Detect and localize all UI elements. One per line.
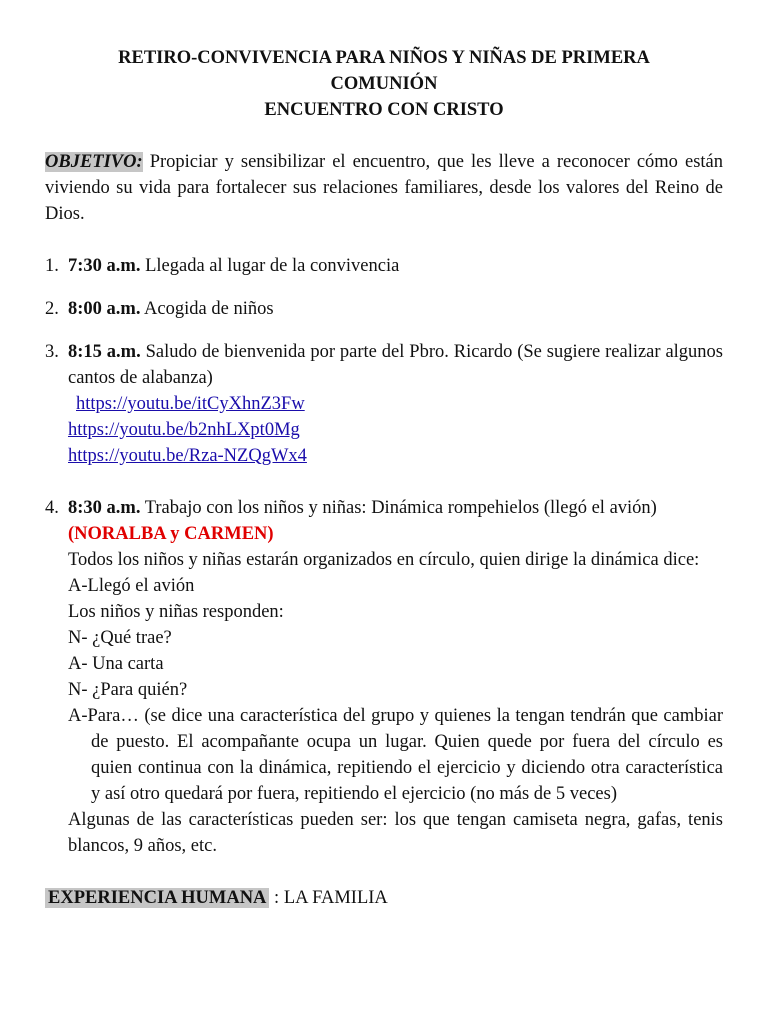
youtube-link-1[interactable]: https://youtu.be/itCyXhnZ3Fw xyxy=(76,394,305,414)
dynamic-line: Los niños y niñas responden: xyxy=(68,602,284,622)
item-text: Llegada al lugar de la convivencia xyxy=(140,256,400,276)
dynamic-line: Todos los niños y niñas estarán organizados en círculo, quien dirige la dinámica dice: xyxy=(68,550,700,570)
experience-heading xyxy=(45,885,723,911)
title-line-3: ENCUENTRO CON CRISTO xyxy=(264,100,504,120)
dynamic-line: N- ¿Para quién? xyxy=(68,680,188,700)
objective-text: Propiciar y sensibilizar el encuentro, que les lleve a reconocer cómo están viviendo su vida para fortalecer sus relaciones familiares, desde los valores del Reino de Dios. xyxy=(45,152,723,224)
dynamic-line: A-Llegó el avión xyxy=(68,576,195,596)
schedule-item-1 xyxy=(45,253,723,279)
leaders-note: (NORALBA y CARMEN) xyxy=(68,524,274,544)
item-time: 8:15 a.m. xyxy=(68,342,141,362)
item-text: Saludo de bienvenida por parte del Pbro. Ricardo (Se sugiere realizar algunos cantos de alabanza) xyxy=(68,342,724,388)
characteristics-examples: Algunas de las características pueden ser: los que tengan camiseta negra, gafas, tenis blancos, 9 años, etc. xyxy=(68,810,723,856)
dynamic-instructions: A-Para… (se dice una característica del grupo y quienes la tengan tendrán que cambiar de puesto. El acompañante ocupa un lugar. Quien quede por fuera del círculo es quien continua con la dinámica, repitiendo el ejercicio y diciendo otra característica y así otro quedará por fuera, repitiendo el ejercicio (no más de 5 veces) xyxy=(68,706,723,804)
item-time: 8:00 a.m. xyxy=(68,299,141,319)
item-time: 8:30 a.m. xyxy=(68,498,141,518)
document-title xyxy=(45,45,723,123)
experience-value: LA FAMILIA xyxy=(283,888,388,908)
title-line-1: RETIRO-CONVIVENCIA PARA NIÑOS Y NIÑAS DE PRIMERA xyxy=(118,48,650,68)
schedule-item-2 xyxy=(45,296,723,322)
objective-label: OBJETIVO: xyxy=(45,152,143,172)
schedule-item-3 xyxy=(45,339,723,469)
item-number: 4. xyxy=(45,498,59,518)
dynamic-line: A- Una carta xyxy=(68,654,164,674)
youtube-link-3[interactable]: https://youtu.be/Rza-NZQgWx4 xyxy=(68,446,307,466)
document-page xyxy=(45,45,723,911)
schedule-item-4 xyxy=(45,495,723,859)
item-text: Acogida de niños xyxy=(140,299,274,319)
experience-label: EXPERIENCIA HUMANA xyxy=(45,888,269,908)
item-time: 7:30 a.m. xyxy=(68,256,141,276)
title-line-2: COMUNIÓN xyxy=(330,74,438,94)
item-text: Trabajo con los niños y niñas: Dinámica rompehielos (llegó el avión) xyxy=(140,498,657,518)
item-number: 2. xyxy=(45,299,59,319)
dynamic-line: N- ¿Qué trae? xyxy=(68,628,172,648)
youtube-link-2[interactable]: https://youtu.be/b2nhLXpt0Mg xyxy=(68,420,300,440)
experience-separator: : xyxy=(269,888,284,908)
schedule-list xyxy=(45,253,723,859)
objective-paragraph xyxy=(45,149,723,227)
item-number: 3. xyxy=(45,342,59,362)
item-number: 1. xyxy=(45,256,59,276)
